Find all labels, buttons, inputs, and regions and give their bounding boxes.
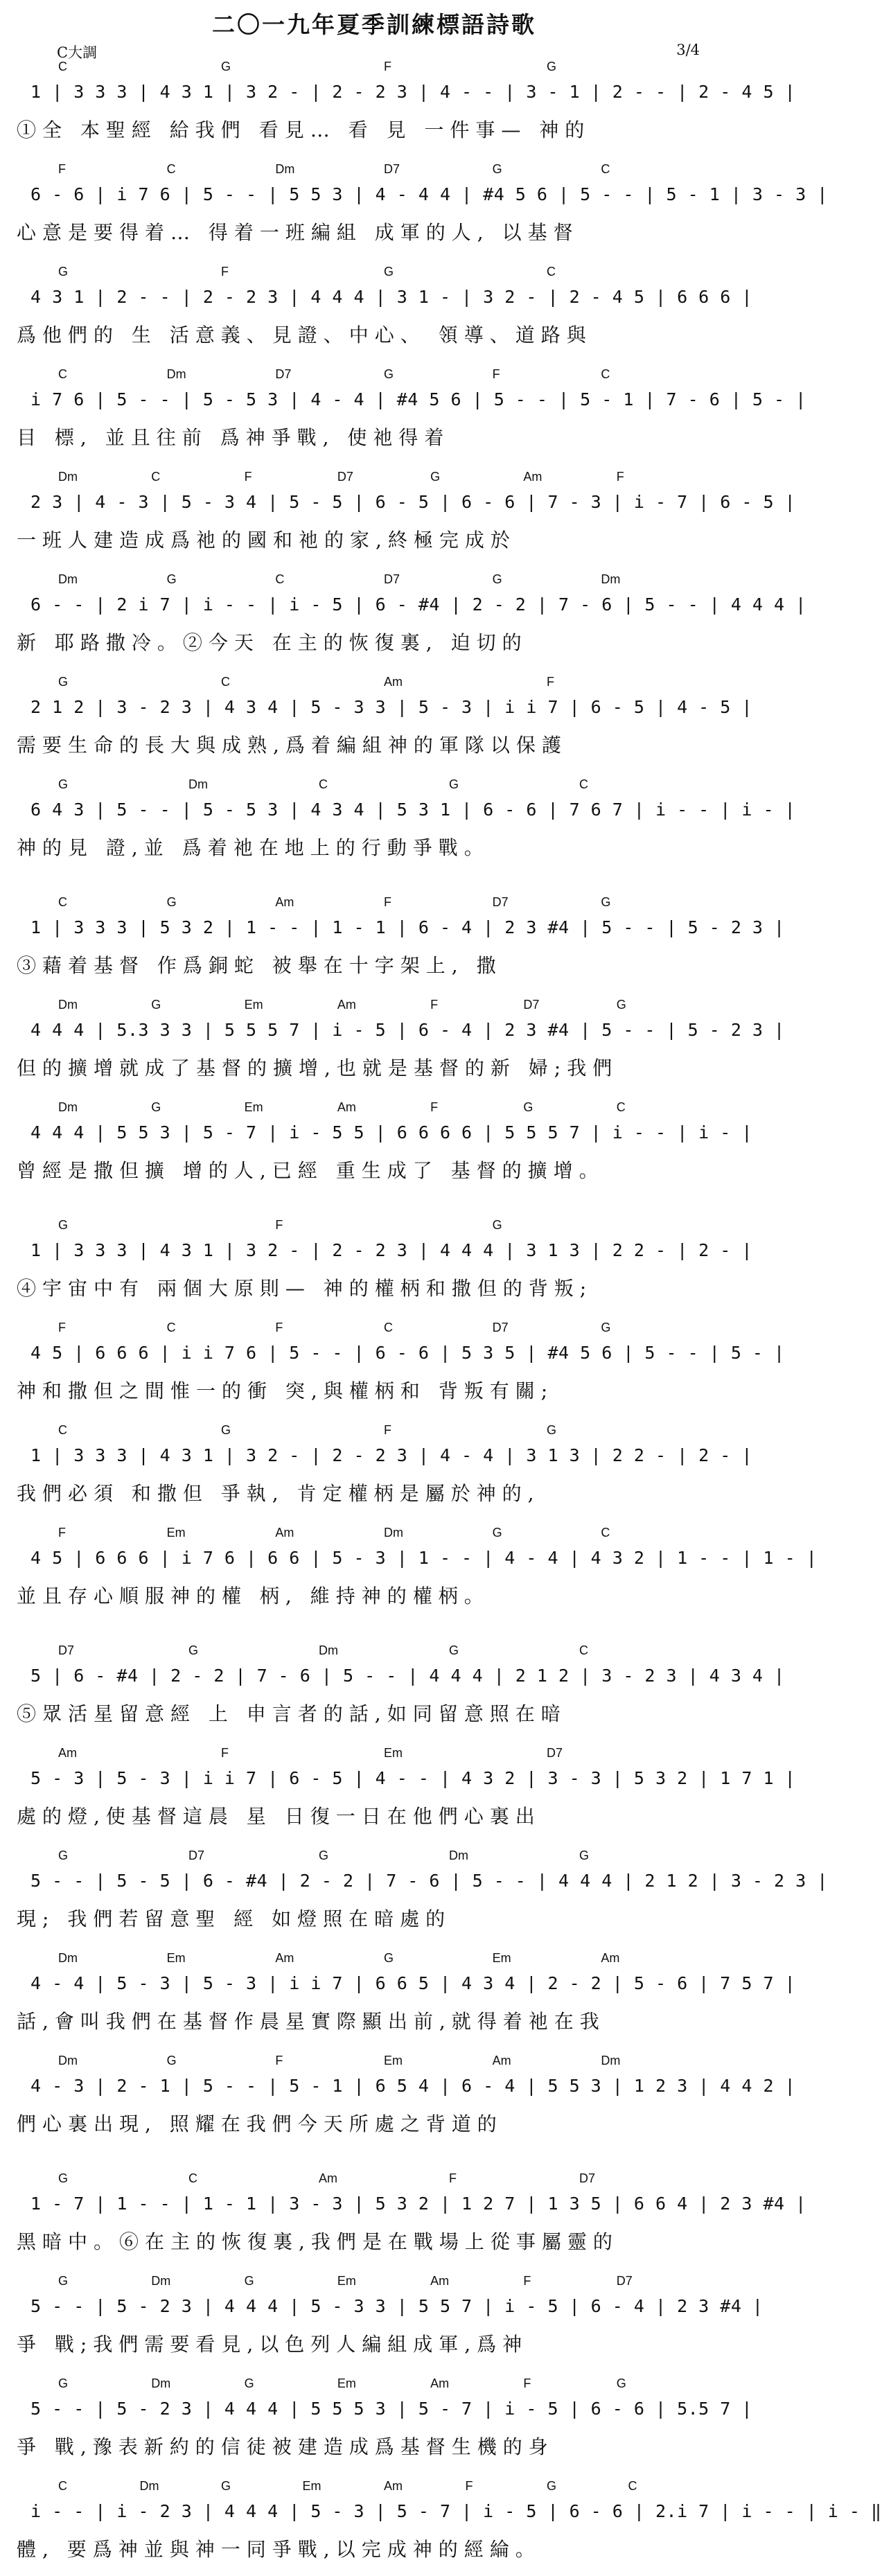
chord-symbol: G	[244, 2376, 254, 2390]
chord-symbol: G	[166, 895, 177, 909]
notation-row: 5 - 3 | 5 - 3 | i i 7 | 6 - 5 | 4 - - | 4 3 2 | 3 - 3 | 5 3 2 | 1 7 1 |	[30, 1768, 796, 1788]
chord-row	[30, 2054, 727, 2070]
notation-row: 4 4 4 | 5 5 3 | 5 - 7 | i - 5 5 | 6 6 6 6 | 5 5 5 7 | i - - | i - |	[30, 1122, 752, 1143]
chord-row	[30, 162, 727, 179]
score-system	[0, 259, 752, 362]
chord-row	[30, 367, 727, 384]
chord-symbol: G	[384, 367, 394, 381]
chord-symbol: G	[151, 1100, 161, 1114]
chord-symbol: G	[151, 998, 161, 1012]
score-system	[0, 1638, 785, 1740]
chord-symbol: C	[58, 60, 67, 73]
notation-row: 6 - - | 2 i 7 | i - - | i - 5 | 6 - #4 | 2 - 2 | 7 - 6 | 5 - - | 4 4 4 |	[30, 594, 806, 615]
chord-symbol: D7	[616, 2274, 633, 2288]
chord-symbol: Am	[523, 470, 543, 484]
chord-symbol: F	[523, 2376, 531, 2390]
chord-symbol: Dm	[58, 1951, 78, 1965]
chord-symbol: G	[547, 1423, 557, 1437]
notation-row: 6 - 6 | i 7 6 | 5 - - | 5 5 3 | 4 - 4 4 | #4 5 6 | 5 - - | 5 - 1 | 3 - 3 |	[30, 184, 828, 204]
lyrics-row: 曾經是撒但擴 增的人,已經 重生成了 基督的擴增。	[17, 1159, 605, 1182]
chord-symbol: C	[547, 265, 556, 279]
chord-symbol: Dm	[139, 2479, 159, 2493]
chord-symbol: C	[58, 367, 67, 381]
chord-symbol: C	[58, 895, 67, 909]
chord-symbol: D7	[384, 572, 400, 586]
chord-symbol: C	[58, 1423, 67, 1437]
chord-symbol: G	[492, 162, 502, 176]
chord-symbol: Em	[302, 2479, 321, 2493]
chord-row	[30, 1746, 727, 1763]
chord-row	[30, 2171, 727, 2188]
chord-symbol: C	[384, 1321, 393, 1334]
chord-symbol: F	[384, 895, 391, 909]
score-system	[0, 1418, 752, 1520]
chord-symbol: Am	[384, 2479, 403, 2493]
lyrics-row: 爭 戰;我們需要看見,以色列人編組成軍,爲神	[17, 2333, 529, 2356]
chord-symbol: C	[275, 572, 285, 586]
notation-row: 5 - - | 5 - 2 3 | 4 4 4 | 5 5 5 3 | 5 - 7 | i - 5 | 6 - 6 | 5.5 7 |	[30, 2399, 752, 2419]
chord-symbol: F	[430, 998, 439, 1012]
chord-row	[30, 1321, 727, 1337]
score-system	[0, 2473, 882, 2576]
lyrics-row: ④宇宙中有 兩個大原則— 神的權柄和撒但的背叛;	[17, 1277, 593, 1300]
song-title: 二〇一九年夏季訓練標語詩歌	[212, 11, 536, 38]
chord-symbol: Dm	[319, 1643, 338, 1657]
chord-symbol: G	[166, 2054, 177, 2067]
notation-row: 4 - 4 | 5 - 3 | 5 - 3 | i i 7 | 6 6 5 | 4 3 4 | 2 - 2 | 5 - 6 | 7 5 7 |	[30, 1973, 796, 1993]
chord-symbol: D7	[492, 895, 509, 909]
chord-symbol: G	[221, 1423, 231, 1437]
chord-symbol: C	[628, 2479, 637, 2493]
chord-symbol: C	[601, 162, 610, 176]
score-system	[0, 890, 785, 992]
chord-symbol: C	[151, 470, 161, 484]
chord-symbol: G	[188, 1643, 199, 1657]
chord-symbol: F	[523, 2274, 531, 2288]
notation-row: 5 - - | 5 - 5 | 6 - #4 | 2 - 2 | 7 - 6 | 5 - - | 4 4 4 | 2 1 2 | 3 - 2 3 |	[30, 1871, 828, 1891]
chord-symbol: Dm	[166, 367, 186, 381]
score-system	[0, 2166, 806, 2268]
notation-row: 1 | 3 3 3 | 4 3 1 | 3 2 - | 2 - 2 3 | 4 - 4 | 3 1 3 | 2 2 - | 2 - |	[30, 1445, 752, 1465]
notation-row: 1 | 3 3 3 | 5 3 2 | 1 - - | 1 - 1 | 6 - 4 | 2 3 #4 | 5 - - | 5 - 2 3 |	[30, 917, 785, 937]
chord-symbol: D7	[547, 1746, 563, 1760]
chord-row	[30, 1218, 727, 1235]
chord-symbol: G	[166, 572, 177, 586]
chord-row	[30, 1951, 727, 1968]
notation-row: 6 4 3 | 5 - - | 5 - 5 3 | 4 3 4 | 5 3 1 | 6 - 6 | 7 6 7 | i - - | i - |	[30, 800, 796, 820]
chord-symbol: F	[244, 470, 252, 484]
lyrics-row: 話,會叫我們在基督作晨星實際顯出前,就得着祂在我	[17, 2010, 606, 2033]
chord-symbol: G	[492, 1218, 502, 1232]
lyrics-row: 一班人建造成爲祂的國和祂的家,終極完成於	[17, 529, 516, 552]
chord-symbol: C	[319, 777, 328, 791]
chord-symbol: C	[221, 675, 230, 689]
lyrics-row: 目 標, 並且往前 爲神爭戰, 使祂得着	[17, 426, 450, 449]
chord-symbol: D7	[58, 1643, 75, 1657]
chord-symbol: Am	[430, 2376, 450, 2390]
chord-row	[30, 1100, 727, 1117]
lyrics-row: 爭 戰,豫表新約的信徒被建造成爲基督生機的身	[17, 2435, 554, 2458]
chord-symbol: G	[221, 2479, 231, 2493]
chord-symbol: C	[616, 1100, 626, 1114]
chord-row	[30, 572, 727, 589]
chord-symbol: G	[523, 1100, 533, 1114]
chord-symbol: G	[601, 895, 611, 909]
score-system	[0, 1946, 796, 2048]
lyrics-row: 們心裏出現, 照耀在我們今天所處之背道的	[17, 2112, 503, 2135]
chord-symbol: D7	[579, 2171, 596, 2185]
lyrics-row: ③藉着基督 作爲銅蛇 被舉在十字架上, 撒	[17, 954, 502, 977]
chord-symbol: Em	[244, 1100, 263, 1114]
lyrics-row: ⑤眾活星留意經 上 申言者的話,如同留意照在暗	[17, 1702, 567, 1725]
chord-symbol: Dm	[188, 777, 208, 791]
chord-symbol: Dm	[58, 998, 78, 1012]
chord-symbol: G	[58, 2274, 69, 2288]
chord-symbol: Am	[275, 1951, 294, 1965]
score-system	[0, 1740, 796, 1843]
score-system	[0, 464, 796, 567]
notation-row: 1 - 7 | 1 - - | 1 - 1 | 3 - 3 | 5 3 2 | 1 2 7 | 1 3 5 | 6 6 4 | 2 3 #4 |	[30, 2194, 806, 2214]
chord-symbol: Dm	[58, 572, 78, 586]
chord-symbol: D7	[275, 367, 292, 381]
chord-symbol: Dm	[449, 1849, 468, 1862]
chord-symbol: D7	[188, 1849, 205, 1862]
chord-row	[30, 2479, 727, 2496]
chord-symbol: Am	[337, 1100, 356, 1114]
chord-symbol: Am	[275, 895, 294, 909]
chord-symbol: G	[58, 2171, 69, 2185]
lyrics-row: 新 耶路撒冷。②今天 在主的恢復裏, 迫切的	[17, 631, 528, 654]
time-signature: 3/4	[676, 42, 700, 58]
notation-row: 5 - - | 5 - 2 3 | 4 4 4 | 5 - 3 3 | 5 5 7 | i - 5 | 6 - 4 | 2 3 #4 |	[30, 2296, 764, 2316]
notation-row: i 7 6 | 5 - - | 5 - 5 3 | 4 - 4 | #4 5 6 | 5 - - | 5 - 1 | 7 - 6 | 5 - |	[30, 389, 806, 409]
chord-symbol: G	[616, 2376, 626, 2390]
chord-row	[30, 1423, 727, 1440]
chord-symbol: Am	[275, 1526, 294, 1540]
chord-symbol: C	[166, 1321, 176, 1334]
score-system	[0, 54, 796, 157]
chord-symbol: Dm	[58, 2054, 78, 2067]
notation-row: 4 5 | 6 6 6 | i 7 6 | 6 6 | 5 - 3 | 1 - - | 4 - 4 | 4 3 2 | 1 - - | 1 - |	[30, 1548, 818, 1568]
chord-symbol: Dm	[384, 1526, 403, 1540]
chord-symbol: F	[58, 1321, 66, 1334]
chord-symbol: D7	[492, 1321, 509, 1334]
lyrics-row: 處的燈,使基督這晨 星 日復一日在他們心裏出	[17, 1805, 541, 1828]
score-system	[0, 2268, 764, 2371]
score-system	[0, 772, 796, 874]
chord-symbol: F	[275, 1218, 283, 1232]
score-system	[0, 1095, 752, 1197]
chord-symbol: Am	[319, 2171, 337, 2185]
chord-symbol: Am	[430, 2274, 450, 2288]
chord-symbol: Am	[337, 998, 356, 1012]
chord-symbol: G	[601, 1321, 611, 1334]
key-signature: C大調	[57, 44, 98, 61]
chord-symbol: G	[58, 675, 69, 689]
score-system	[0, 1843, 828, 1946]
lyrics-row: 需要生命的長大與成熟,爲着編組神的軍隊以保護	[17, 734, 567, 757]
chord-symbol: G	[384, 265, 394, 279]
chord-symbol: D7	[523, 998, 540, 1012]
chord-symbol: Dm	[58, 470, 78, 484]
chord-symbol: G	[58, 2376, 69, 2390]
chord-symbol: F	[465, 2479, 473, 2493]
notation-row: 1 | 3 3 3 | 4 3 1 | 3 2 - | 2 - 2 3 | 4 - - | 3 - 1 | 2 - - | 2 - 4 5 |	[30, 82, 796, 102]
chord-row	[30, 265, 727, 281]
lyrics-row: 黑暗中。⑥在主的恢復裏,我們是在戰場上從事屬靈的	[17, 2230, 619, 2253]
chord-symbol: Em	[166, 1951, 186, 1965]
chord-symbol: Am	[601, 1951, 620, 1965]
chord-symbol: Dm	[275, 162, 295, 176]
lyrics-row: 但的擴增就成了基督的擴增,也就是基督的新 婦;我們	[17, 1057, 619, 1079]
chord-row	[30, 470, 727, 486]
chord-symbol: F	[221, 265, 229, 279]
lyrics-row: 並且存心順服神的權 柄, 維持神的權柄。	[17, 1585, 490, 1607]
chord-symbol: C	[166, 162, 176, 176]
chord-row	[30, 998, 727, 1014]
lyrics-row: 心意是要得着… 得着一班編組 成軍的人, 以基督	[17, 221, 579, 244]
score-system	[0, 1212, 752, 1315]
chord-row	[30, 1849, 727, 1865]
score-system	[0, 157, 828, 259]
notation-row: 4 5 | 6 6 6 | i i 7 6 | 5 - - | 6 - 6 | 5 3 5 | #4 5 6 | 5 - - | 5 - |	[30, 1343, 785, 1363]
lyrics-row: 神和撒但之間惟一的衝 突,與權柄和 背叛有關;	[17, 1379, 554, 1402]
chord-symbol: G	[319, 1849, 329, 1862]
chord-symbol: Em	[244, 998, 263, 1012]
lyrics-row: 現; 我們若留意聖 經 如燈照在暗處的	[17, 1907, 452, 1930]
chord-symbol: C	[579, 777, 588, 791]
chord-symbol: Am	[58, 1746, 77, 1760]
chord-symbol: Dm	[151, 2274, 171, 2288]
chord-symbol: C	[601, 367, 610, 381]
chord-symbol: Em	[384, 1746, 403, 1760]
chord-row	[30, 60, 727, 76]
chord-symbol: G	[58, 1218, 69, 1232]
chord-symbol: G	[221, 60, 231, 73]
chord-symbol: F	[221, 1746, 229, 1760]
chord-symbol: G	[449, 777, 459, 791]
chord-symbol: G	[244, 2274, 254, 2288]
notation-row: 2 3 | 4 - 3 | 5 - 3 4 | 5 - 5 | 6 - 5 | 6 - 6 | 7 - 3 | i - 7 | 6 - 5 |	[30, 492, 796, 512]
score-system	[0, 1315, 785, 1418]
chord-symbol: F	[384, 60, 391, 73]
chord-symbol: G	[616, 998, 626, 1012]
chord-symbol: Dm	[601, 572, 621, 586]
chord-symbol: C	[188, 2171, 197, 2185]
chord-symbol: D7	[384, 162, 400, 176]
score-system	[0, 992, 785, 1095]
score-system	[0, 1520, 818, 1623]
chord-symbol: F	[492, 367, 500, 381]
chord-symbol: Em	[337, 2376, 356, 2390]
chord-symbol: Dm	[151, 2376, 171, 2390]
score-system	[0, 2048, 796, 2151]
chord-symbol: D7	[337, 470, 353, 484]
score	[0, 54, 882, 2576]
chord-symbol: Em	[166, 1526, 186, 1540]
lyrics-row: 爲他們的 生 活意義、見證、中心、 領導、道路與	[17, 324, 592, 346]
chord-symbol: G	[547, 60, 557, 73]
notation-row: 4 3 1 | 2 - - | 2 - 2 3 | 4 4 4 | 3 1 - | 3 2 - | 2 - 4 5 | 6 6 6 |	[30, 287, 752, 307]
chord-symbol: G	[492, 1526, 502, 1540]
chord-row	[30, 895, 727, 912]
chord-symbol: F	[616, 470, 624, 484]
chord-symbol: Am	[384, 675, 403, 689]
chord-symbol: G	[547, 2479, 557, 2493]
notation-row: 4 4 4 | 5.3 3 3 | 5 5 5 7 | i - 5 | 6 - 4 | 2 3 #4 | 5 - - | 5 - 2 3 |	[30, 1020, 785, 1040]
chord-symbol: C	[601, 1526, 610, 1540]
chord-symbol: F	[547, 675, 554, 689]
notation-row: i - - | i - 2 3 | 4 4 4 | 5 - 3 | 5 - 7 | i - 5 | 6 - 6 | 2.i 7 | i - - | i - ‖	[30, 2501, 882, 2521]
chord-symbol: F	[275, 2054, 283, 2067]
score-system	[0, 2371, 752, 2473]
chord-symbol: F	[384, 1423, 391, 1437]
chord-symbol: G	[579, 1849, 590, 1862]
chord-symbol: F	[430, 1100, 439, 1114]
lyrics-row: 體, 要爲神並與神一同爭戰,以完成神的經綸。	[17, 2538, 541, 2561]
notation-row: 2 1 2 | 3 - 2 3 | 4 3 4 | 5 - 3 3 | 5 - 3 | i i 7 | 6 - 5 | 4 - 5 |	[30, 697, 752, 717]
notation-row: 5 | 6 - #4 | 2 - 2 | 7 - 6 | 5 - - | 4 4 4 | 2 1 2 | 3 - 2 3 | 4 3 4 |	[30, 1666, 785, 1686]
chord-symbol: G	[58, 265, 69, 279]
score-system	[0, 362, 806, 464]
chord-symbol: F	[275, 1321, 283, 1334]
chord-symbol: Dm	[601, 2054, 621, 2067]
lyrics-row: 我們必須 和撒但 爭執, 肯定權柄是屬於神的,	[17, 1482, 540, 1505]
chord-symbol: Dm	[58, 1100, 78, 1114]
chord-symbol: Em	[337, 2274, 356, 2288]
notation-row: 4 - 3 | 2 - 1 | 5 - - | 5 - 1 | 6 5 4 | 6 - 4 | 5 5 3 | 1 2 3 | 4 4 2 |	[30, 2076, 796, 2096]
chord-symbol: G	[449, 1643, 459, 1657]
chord-row	[30, 777, 727, 794]
chord-symbol: G	[58, 1849, 69, 1862]
chord-symbol: F	[449, 2171, 457, 2185]
score-system	[0, 669, 752, 772]
chord-symbol: F	[58, 1526, 66, 1540]
chord-row	[30, 675, 727, 691]
chord-symbol: Am	[492, 2054, 511, 2067]
chord-row	[30, 1643, 727, 1660]
chord-symbol: C	[579, 1643, 588, 1657]
chord-row	[30, 2274, 727, 2291]
chord-symbol: G	[492, 572, 502, 586]
chord-symbol: G	[384, 1951, 394, 1965]
chord-symbol: Em	[384, 2054, 403, 2067]
lyrics-row: 神的見 證,並 爲着祂在地上的行動爭戰。	[17, 836, 490, 859]
lyrics-row: ①全 本聖經 給我們 看見… 看 見 一件事— 神的	[17, 118, 591, 141]
notation-row: 1 | 3 3 3 | 4 3 1 | 3 2 - | 2 - 2 3 | 4 4 4 | 3 1 3 | 2 2 - | 2 - |	[30, 1240, 752, 1260]
chord-symbol: C	[58, 2479, 67, 2493]
chord-row	[30, 2376, 727, 2393]
score-system	[0, 567, 806, 669]
chord-symbol: F	[58, 162, 66, 176]
chord-row	[30, 1526, 727, 1542]
chord-symbol: Em	[492, 1951, 511, 1965]
chord-symbol: G	[430, 470, 441, 484]
chord-symbol: G	[58, 777, 69, 791]
